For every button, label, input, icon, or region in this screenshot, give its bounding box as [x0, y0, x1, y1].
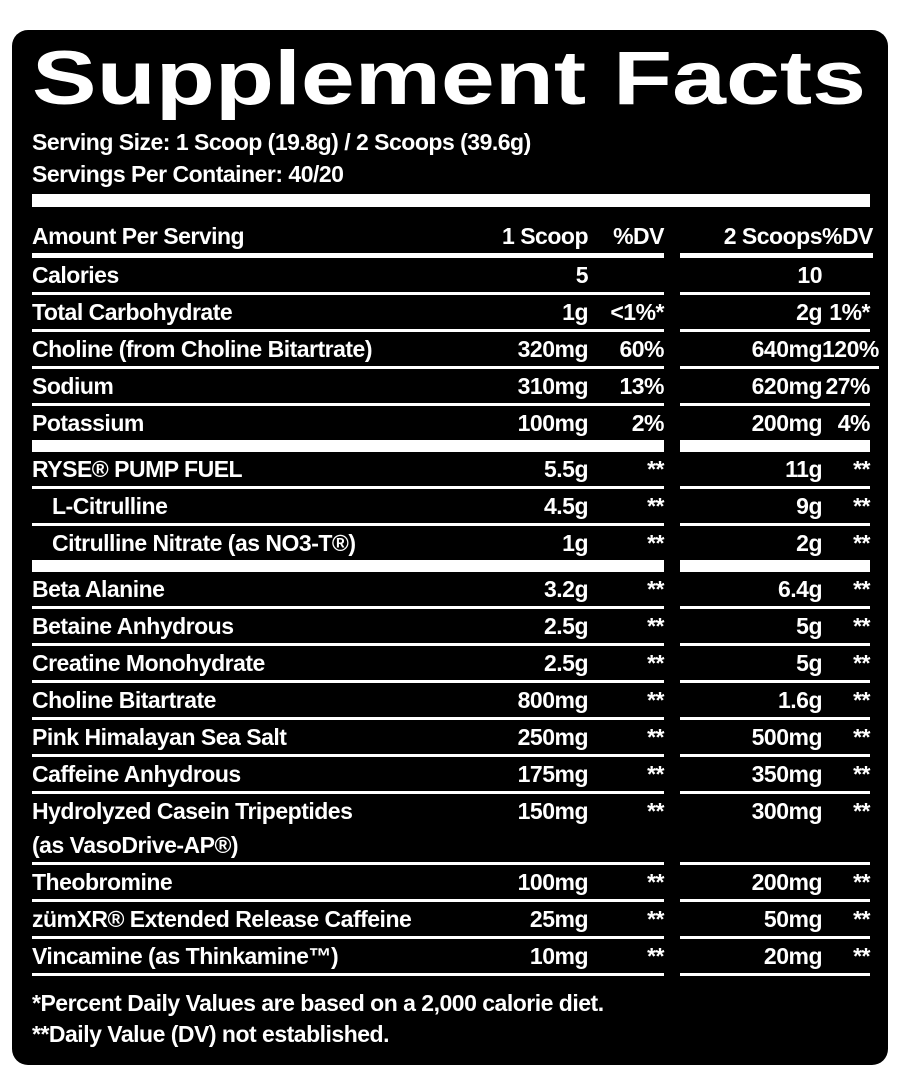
ingredient-name: Choline Bitartrate [32, 687, 216, 713]
row-left-segment [32, 489, 664, 526]
amount-2-scoops: 6.4g [777, 576, 822, 602]
dv-1-scoop: <1%* [610, 299, 664, 325]
dv-2-scoops: ** [853, 576, 870, 602]
serving-info [32, 126, 870, 190]
amount-2-scoops: 10 [797, 262, 822, 288]
ingredient-name: Potassium [32, 410, 144, 436]
table-row [32, 258, 870, 295]
dv-1-scoop: ** [647, 456, 664, 482]
ingredient-name: Choline (from Choline Bitartrate) [32, 336, 373, 362]
amount-1-scoop: 150mg [517, 798, 588, 824]
ingredient-name: RYSE® PUMP FUEL [32, 456, 243, 482]
row-left-segment [32, 646, 664, 683]
dv-1-scoop: 13% [619, 373, 664, 399]
header-left-segment [32, 209, 664, 258]
ingredient-name: Hydrolyzed Casein Tripeptides (as VasoDrive-AP®) [32, 794, 470, 862]
dv-1-scoop: ** [647, 650, 664, 676]
row-right-segment [680, 332, 879, 369]
amount-1-scoop: 3.2g [543, 576, 588, 602]
column-divider-gap [664, 209, 680, 258]
row-left-segment [32, 572, 664, 609]
amount-2-scoops: 20mg [763, 943, 822, 969]
dv-1-scoop: ** [647, 724, 664, 750]
row-left-segment [32, 609, 664, 646]
table-row [32, 646, 870, 683]
column-divider-gap [664, 609, 680, 646]
row-left-segment [32, 720, 664, 757]
dv-1-scoop: ** [647, 493, 664, 519]
dv-1-scoop: ** [647, 761, 664, 787]
row-left-segment [32, 757, 664, 794]
amount-1-scoop: 320mg [517, 336, 588, 362]
column-divider-gap [664, 939, 680, 976]
row-left-segment [32, 526, 664, 572]
column-divider-gap [664, 794, 680, 865]
row-right-segment [680, 452, 870, 489]
amount-2-scoops: 2g [796, 299, 822, 325]
ingredient-name: Beta Alanine [32, 576, 165, 602]
row-right-segment [680, 369, 870, 406]
dv-2-scoops: ** [853, 530, 870, 556]
ingredient-name: Sodium [32, 373, 114, 399]
table-row [32, 609, 870, 646]
header-right-segment [680, 209, 873, 258]
column-divider-gap [664, 332, 680, 369]
amount-1-scoop: 10mg [529, 943, 588, 969]
dv-1-scoop: ** [647, 943, 664, 969]
footnote-dv-not-established: **Daily Value (DV) not established. [32, 1021, 389, 1047]
dv-2-scoops: ** [853, 687, 870, 713]
servings-per-container-text: Servings Per Container: 40/20 [32, 161, 344, 187]
table-row [32, 572, 870, 609]
row-right-segment [680, 939, 870, 976]
header-1-scoop: 1 Scoop [502, 223, 588, 249]
dv-2-scoops: ** [853, 613, 870, 639]
table-row [32, 452, 870, 489]
ingredient-name: L-Citrulline [52, 493, 168, 519]
column-divider-gap [664, 369, 680, 406]
header-amount-per-serving: Amount Per Serving [32, 223, 245, 249]
header-dv-1: %DV [613, 223, 664, 249]
amount-2-scoops: 350mg [751, 761, 822, 787]
dv-2-scoops: ** [853, 650, 870, 676]
dv-2-scoops: 27% [825, 373, 870, 399]
row-left-segment [32, 295, 664, 332]
amount-2-scoops: 50mg [763, 906, 822, 932]
dv-2-scoops: ** [853, 493, 870, 519]
column-divider-gap [664, 757, 680, 794]
ingredient-name: Caffeine Anhydrous [32, 761, 241, 787]
ingredient-name: Calories [32, 262, 119, 288]
amount-2-scoops: 640mg [751, 336, 822, 362]
table-row [32, 406, 870, 452]
table-row [32, 865, 870, 902]
ingredient-name: zümXR® Extended Release Caffeine [32, 906, 412, 932]
column-divider-gap [664, 258, 680, 295]
row-right-segment [680, 406, 870, 452]
amount-2-scoops: 11g [785, 456, 822, 482]
row-right-segment [680, 295, 870, 332]
dv-1-scoop: ** [647, 530, 664, 556]
amount-1-scoop: 800mg [517, 687, 588, 713]
page-title: Supplement Facts [32, 36, 866, 121]
dv-2-scoops: ** [853, 761, 870, 787]
row-left-segment [32, 332, 664, 369]
section-bar-top [32, 194, 870, 207]
dv-2-scoops: 120% [822, 336, 879, 362]
dv-2-scoops: 4% [837, 410, 870, 436]
supplement-facts-panel [12, 30, 888, 1065]
amount-1-scoop: 250mg [517, 724, 588, 750]
row-left-segment [32, 939, 664, 976]
row-right-segment [680, 720, 870, 757]
title-block [32, 36, 870, 122]
row-right-segment [680, 865, 870, 902]
dv-1-scoop: 60% [619, 336, 664, 362]
amount-1-scoop: 5 [575, 262, 588, 288]
amount-2-scoops: 300mg [751, 798, 822, 824]
dv-1-scoop: ** [647, 613, 664, 639]
column-divider-gap [664, 646, 680, 683]
ingredient-name: Betaine Anhydrous [32, 613, 234, 639]
ingredient-name: Pink Himalayan Sea Salt [32, 724, 287, 750]
amount-2-scoops: 500mg [751, 724, 822, 750]
row-left-segment [32, 683, 664, 720]
header-2-scoops: 2 Scoops [723, 223, 822, 249]
footnotes [32, 988, 870, 1050]
amount-2-scoops: 2g [796, 530, 822, 556]
table-row [32, 757, 870, 794]
table-row [32, 369, 870, 406]
amount-2-scoops: 200mg [751, 869, 822, 895]
ingredient-name: Vincamine (as Thinkamine™) [32, 943, 339, 969]
amount-1-scoop: 25mg [529, 906, 588, 932]
amount-1-scoop: 2.5g [543, 613, 588, 639]
column-divider-gap [664, 572, 680, 609]
dv-2-scoops: ** [853, 943, 870, 969]
amount-2-scoops: 9g [796, 493, 822, 519]
row-right-segment [680, 572, 870, 609]
header-dv-2: %DV [822, 223, 873, 249]
title-svg [32, 36, 870, 122]
column-divider-gap [664, 683, 680, 720]
ingredient-name: Theobromine [32, 869, 173, 895]
row-left-segment [32, 452, 664, 489]
dv-2-scoops: ** [853, 798, 870, 824]
row-right-segment [680, 526, 870, 572]
column-divider-gap [664, 865, 680, 902]
amount-2-scoops: 620mg [751, 373, 822, 399]
row-right-segment [680, 258, 870, 295]
row-right-segment [680, 757, 870, 794]
row-left-segment [32, 258, 664, 295]
table-row [32, 683, 870, 720]
table-row [32, 295, 870, 332]
dv-2-scoops: ** [853, 456, 870, 482]
dv-2-scoops: ** [853, 869, 870, 895]
row-right-segment [680, 609, 870, 646]
column-divider-gap [664, 406, 680, 452]
amount-2-scoops: 5g [796, 613, 822, 639]
column-divider-gap [664, 720, 680, 757]
column-divider-gap [664, 295, 680, 332]
amount-2-scoops: 1.6g [777, 687, 822, 713]
ingredient-name-line2: (as VasoDrive-AP®) [32, 832, 239, 858]
amount-2-scoops: 200mg [751, 410, 822, 436]
dv-1-scoop: 2% [631, 410, 664, 436]
row-left-segment [32, 902, 664, 939]
ingredient-rows [32, 258, 879, 976]
table-header-row [32, 209, 873, 258]
amount-1-scoop: 5.5g [543, 456, 588, 482]
amount-1-scoop: 310mg [517, 373, 588, 399]
column-divider-gap [664, 902, 680, 939]
table-row [32, 939, 870, 976]
dv-1-scoop: ** [647, 869, 664, 895]
amount-1-scoop: 1g [562, 299, 588, 325]
table-row [32, 332, 879, 369]
amount-1-scoop: 100mg [517, 410, 588, 436]
dv-2-scoops: ** [853, 724, 870, 750]
row-left-segment [32, 865, 664, 902]
column-divider-gap [664, 526, 680, 572]
ingredient-name: Creatine Monohydrate [32, 650, 265, 676]
row-right-segment [680, 683, 870, 720]
row-left-segment [32, 794, 664, 865]
dv-1-scoop: ** [647, 576, 664, 602]
table-row [32, 794, 870, 865]
row-right-segment [680, 646, 870, 683]
dv-2-scoops: 1%* [829, 299, 870, 325]
table-row [32, 526, 870, 572]
column-divider-gap [664, 489, 680, 526]
row-right-segment [680, 489, 870, 526]
dv-1-scoop: ** [647, 798, 664, 824]
table-row [32, 902, 870, 939]
amount-1-scoop: 4.5g [543, 493, 588, 519]
dv-2-scoops: ** [853, 906, 870, 932]
dv-1-scoop: ** [647, 687, 664, 713]
column-divider-gap [664, 452, 680, 489]
row-right-segment [680, 794, 870, 865]
amount-1-scoop: 175mg [517, 761, 588, 787]
table-row [32, 489, 870, 526]
footnote-percent-dv: *Percent Daily Values are based on a 2,000 calorie diet. [32, 990, 604, 1016]
ingredient-name: Citrulline Nitrate (as NO3-T®) [52, 530, 356, 556]
amount-1-scoop: 1g [562, 530, 588, 556]
amount-1-scoop: 100mg [517, 869, 588, 895]
table-row [32, 720, 870, 757]
row-left-segment [32, 369, 664, 406]
ingredient-name: Total Carbohydrate [32, 299, 233, 325]
dv-1-scoop: ** [647, 906, 664, 932]
amount-1-scoop: 2.5g [543, 650, 588, 676]
row-right-segment [680, 902, 870, 939]
row-left-segment [32, 406, 664, 452]
amount-2-scoops: 5g [796, 650, 822, 676]
serving-size-text: Serving Size: 1 Scoop (19.8g) / 2 Scoops (39.6g) [32, 129, 531, 155]
